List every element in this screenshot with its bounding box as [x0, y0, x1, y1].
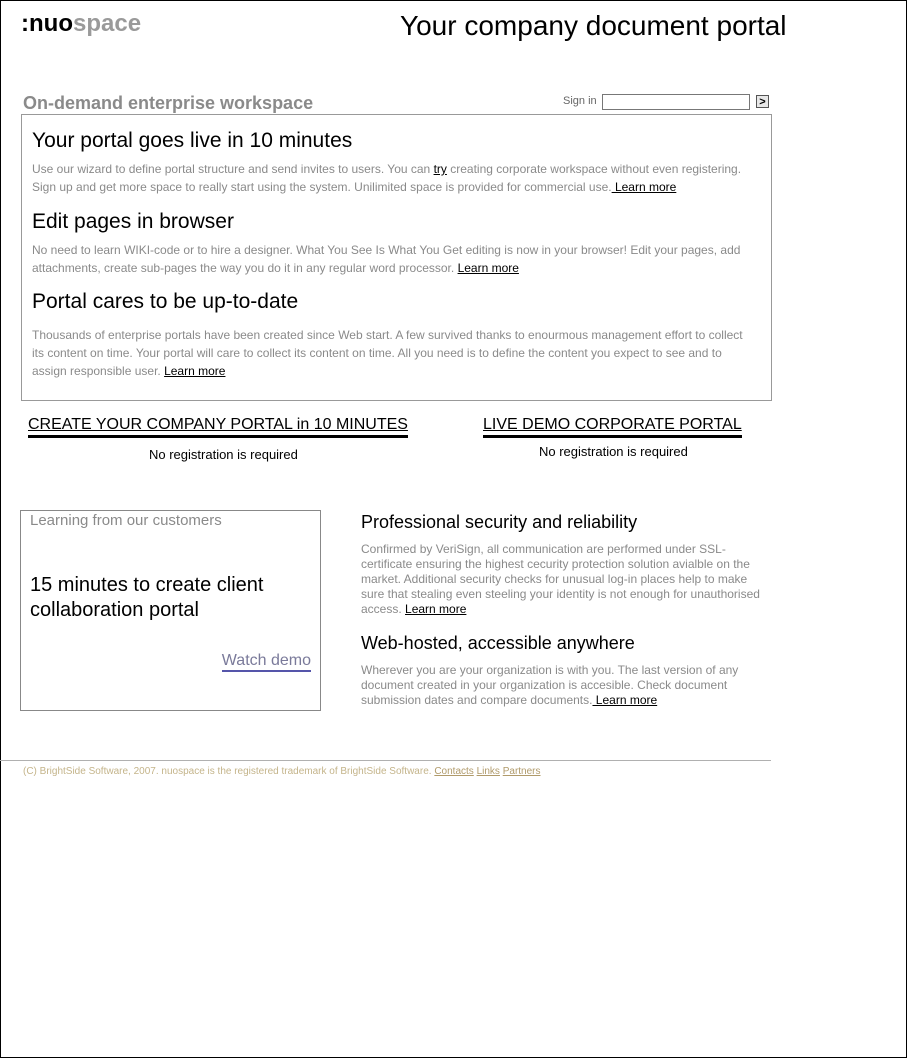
- signin-button[interactable]: >: [756, 95, 769, 108]
- hosted-text: Wherever you are your organization is with you. The last version of any document created in your organization is accesible. Check document submission dates and compare documents. Learn more: [361, 663, 739, 707]
- footer-link-links[interactable]: Links: [476, 766, 500, 777]
- security-title: Professional security and reliability: [361, 512, 638, 532]
- tagline: On-demand enterprise workspace: [23, 93, 314, 113]
- feature-text: Use our wizard to define portal structure and send invites to users. You can try creating corporate workspace without even registering. Sign up and get more space to really start using the system. Unilimited space is provided for commercial use. Learn more: [32, 162, 742, 194]
- try-link[interactable]: try: [433, 162, 447, 176]
- create-portal-note: No registration is required: [149, 447, 298, 462]
- customer-story-box: [20, 510, 321, 711]
- signin-input[interactable]: [602, 94, 750, 110]
- logo-part-nuo: :nuo: [21, 10, 73, 37]
- signin-label: Sign in: [563, 95, 597, 107]
- features-box: [21, 114, 772, 401]
- feature-title: Portal cares to be up-to-date: [32, 290, 299, 313]
- footer-divider: [0, 760, 771, 761]
- copyright-text: (C) BrightSide Software, 2007. nuospace is the registered trademark of BrightSide Software.: [23, 766, 435, 777]
- learn-more-link[interactable]: Learn more: [611, 180, 677, 194]
- customer-story-title: Learning from our customers: [30, 512, 222, 529]
- watch-demo-link[interactable]: Watch demo: [222, 652, 311, 672]
- learn-more-link[interactable]: Learn more: [457, 261, 519, 275]
- logo[interactable]: [21, 10, 141, 38]
- hero-title: Your company document portal: [400, 10, 787, 41]
- feature-title: Your portal goes live in 10 minutes: [32, 129, 353, 152]
- learn-more-link[interactable]: Learn more: [592, 693, 658, 707]
- feature-text: Thousands of enterprise portals have been created since Web start. A few survived thanks to enourmous management effort to collect its content on time. Your portal will care to collect its content on time. All you need is to define the content you expect to see and to assign responsible user. Learn more: [32, 328, 743, 378]
- feature-text: No need to learn WIKI-code or to hire a designer. What You See Is What You Get editing is now in your browser! Edit your pages, add attachments, create sub-pages the way you do it in any regular word processor. Learn more: [32, 243, 741, 275]
- create-portal-link[interactable]: CREATE YOUR COMPANY PORTAL in 10 MINUTES: [28, 416, 408, 438]
- logo-part-space: space: [72, 10, 142, 37]
- footer-link-partners[interactable]: Partners: [502, 766, 541, 777]
- security-text: Confirmed by VeriSign, all communication are performed under SSL-certificate ensuring the highest cecurity protection solution avialble on the market. Additional security checks for unusual log-in places help to make sure that stealing even steeling your identity is not enough for unauthorised access. Learn more: [361, 542, 760, 616]
- hosted-title: Web-hosted, accessible anywhere: [361, 633, 635, 653]
- learn-more-link[interactable]: Learn more: [405, 602, 467, 616]
- feature-title: Edit pages in browser: [32, 210, 234, 233]
- footer-link-contacts[interactable]: Contacts: [434, 766, 474, 777]
- customer-story-headline: 15 minutes to create client collaboration portal: [30, 574, 264, 621]
- live-demo-note: No registration is required: [539, 444, 688, 459]
- live-demo-link[interactable]: LIVE DEMO CORPORATE PORTAL: [483, 416, 742, 438]
- footer: [23, 766, 541, 777]
- learn-more-link[interactable]: Learn more: [164, 364, 226, 378]
